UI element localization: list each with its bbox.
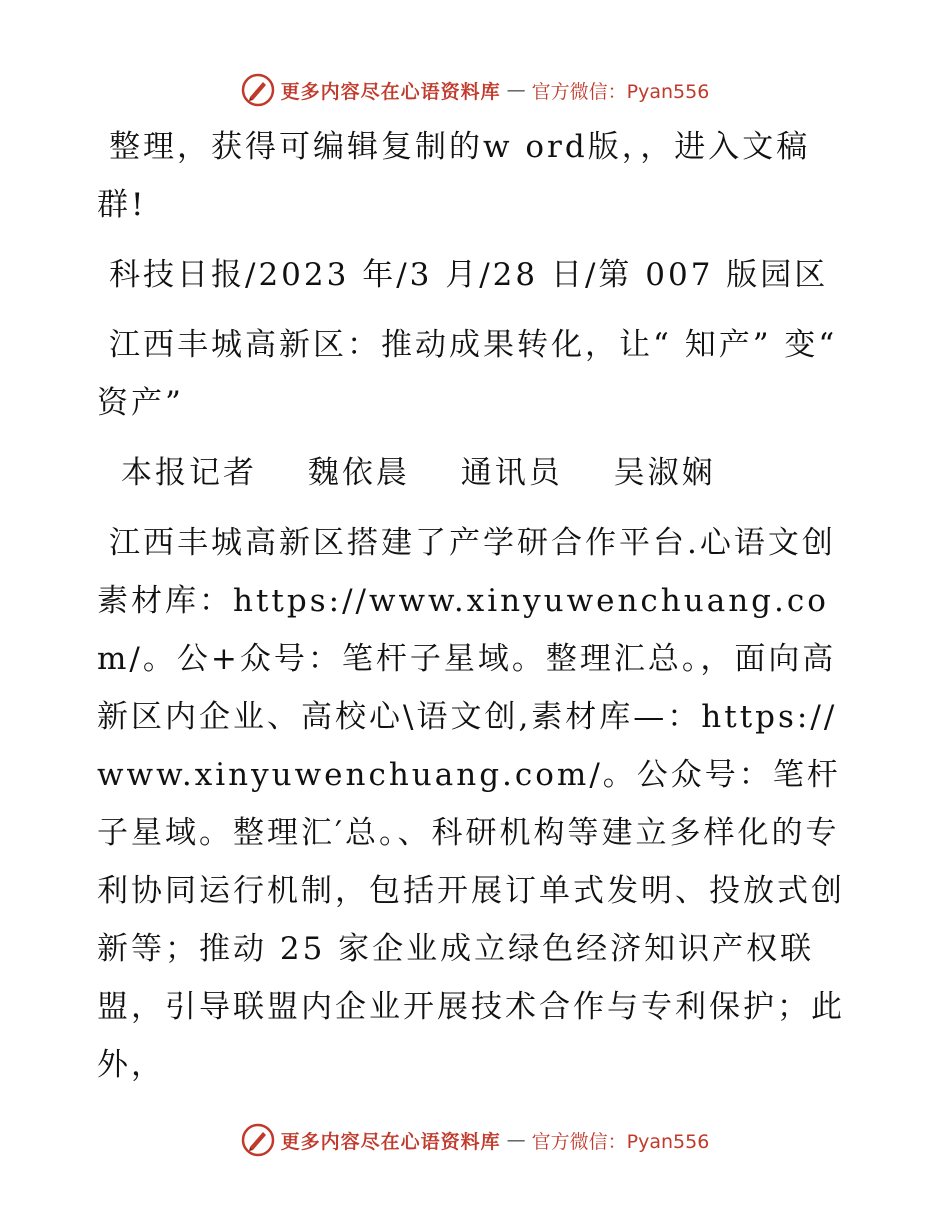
body-paragraph: 江西丰城高新区搭建了产学研合作平台.心语文创素材库：https://www.xinyuwenchuang.com/。公+众号：笔杆子星域。整理汇总。，面向高新区内企业、高校心\语文创,素材库—：https://www.xinyuwenchuang.com/。公众号：笔杆子星域。整理汇′总。、科研机构等建立多样化的专利协同运行机制，包括开展订单式发明、投放式创新等；推动 25 家企业成立绿色经济知识产权联盟，引导联盟内企业开展技术合作与专利保护；此外， <box>97 525 845 1083</box>
watermark-wechat: 官方微信：Pyan556 <box>531 1130 710 1153</box>
document-body <box>97 118 857 1106</box>
watermark-text: 更多内容尽在心语资料库 <box>280 80 501 103</box>
source-line: 科技日报/2023 年/3 月/28 日/第 007 版园区 <box>109 257 829 293</box>
watermark-footer <box>0 1120 950 1160</box>
pen-logo-icon <box>241 73 275 107</box>
byline <box>97 444 857 502</box>
pen-logo-icon <box>241 1123 275 1157</box>
watermark-separator: — <box>506 1129 526 1151</box>
reporter-label: 本报记者 <box>121 455 257 491</box>
reporter-name: 魏依晨 <box>307 455 410 491</box>
intro-paragraph: 整理，获得可编辑复制的w ord版，，进入文稿群! <box>97 129 811 223</box>
watermark-wechat: 官方微信：Pyan556 <box>531 80 710 103</box>
correspondent-label: 通讯员 <box>460 455 563 491</box>
article-headline: 江西丰城高新区：推动成果转化，让“ 知产” 变“ 资产” <box>97 327 838 421</box>
watermark-text: 更多内容尽在心语资料库 <box>280 1130 501 1153</box>
watermark-header <box>0 70 950 110</box>
correspondent-name: 吴淑娴 <box>613 455 716 491</box>
watermark-separator: — <box>506 79 526 101</box>
